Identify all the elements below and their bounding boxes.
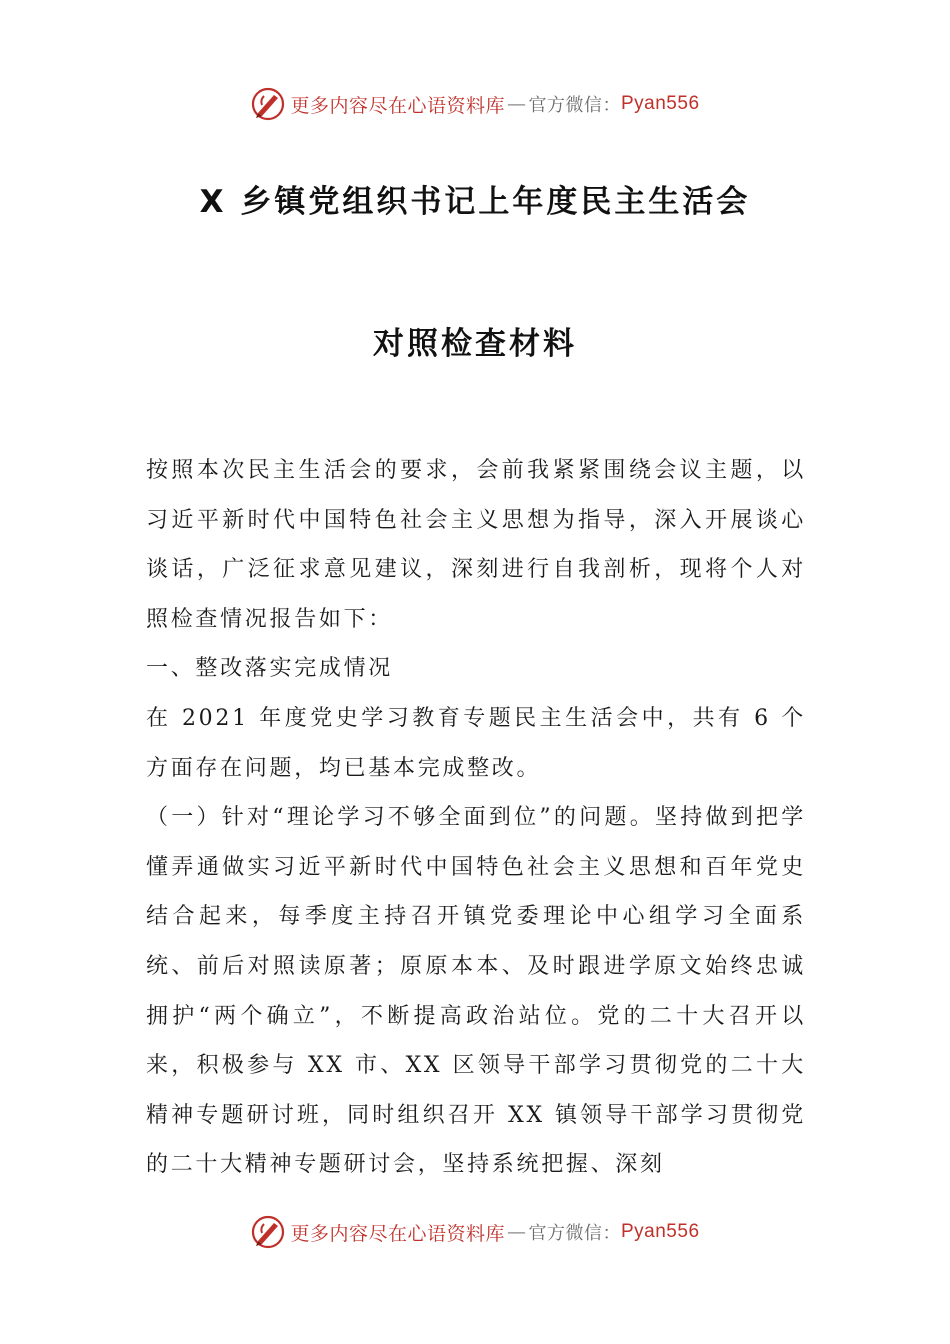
watermark-brand-text: 更多内容尽在心语资料库 [290, 94, 505, 117]
paragraph-intro: 按照本次民主生活会的要求，会前我紧紧围绕会议主题，以习近平新时代中国特色社会主义思想为指导，深入开展谈心谈话，广泛征求意见建议，深刻进行自我剖析，现将个人对照检查情况报告如下： [146, 458, 806, 632]
footer-watermark [0, 1212, 950, 1252]
watermark-wechat-id: Pyan556 [621, 1221, 700, 1242]
header-watermark [0, 84, 950, 124]
document-body [146, 446, 806, 1190]
document-title-line2: 对照检查材料 [373, 326, 577, 362]
pen-logo-icon [250, 1214, 286, 1250]
watermark-separator: — [507, 1221, 527, 1243]
section-heading: 一、整改落实完成情况 [146, 656, 394, 682]
watermark-wechat-label: 官方微信： [528, 95, 621, 116]
pen-logo-icon [250, 86, 286, 122]
watermark-wechat-label: 官方微信： [528, 1223, 621, 1244]
watermark-brand-text: 更多内容尽在心语资料库 [290, 1222, 505, 1245]
paragraph-item-1: （一）针对“理论学习不够全面到位”的问题。坚持做到把学懂弄通做实习近平新时代中国特色社会主义思想和百年党史结合起来，每季度主持召开镇党委理论中心组学习全面系统、前后对照读原著；原原本本、及时跟进学原文始终忠诚拥护“两个确立”，不断提高政治站位。党的二十大召开以来，积极参与 XX 市、XX 区领导干部学习贯彻党的二十大精神专题研讨班，同时组织召开 XX 镇领导干部学习贯彻党的二十大精神专题研讨会，坚持系统把握、深刻 [146, 805, 806, 1178]
watermark-separator: — [507, 93, 527, 115]
document-title-line1: X 乡镇党组织书记上年度民主生活会 [199, 184, 751, 220]
watermark-wechat-id: Pyan556 [621, 93, 700, 114]
paragraph-summary: 在 2021 年度党史学习教育专题民主生活会中，共有 6 个方面存在问题，均已基本完成整改。 [146, 705, 806, 781]
